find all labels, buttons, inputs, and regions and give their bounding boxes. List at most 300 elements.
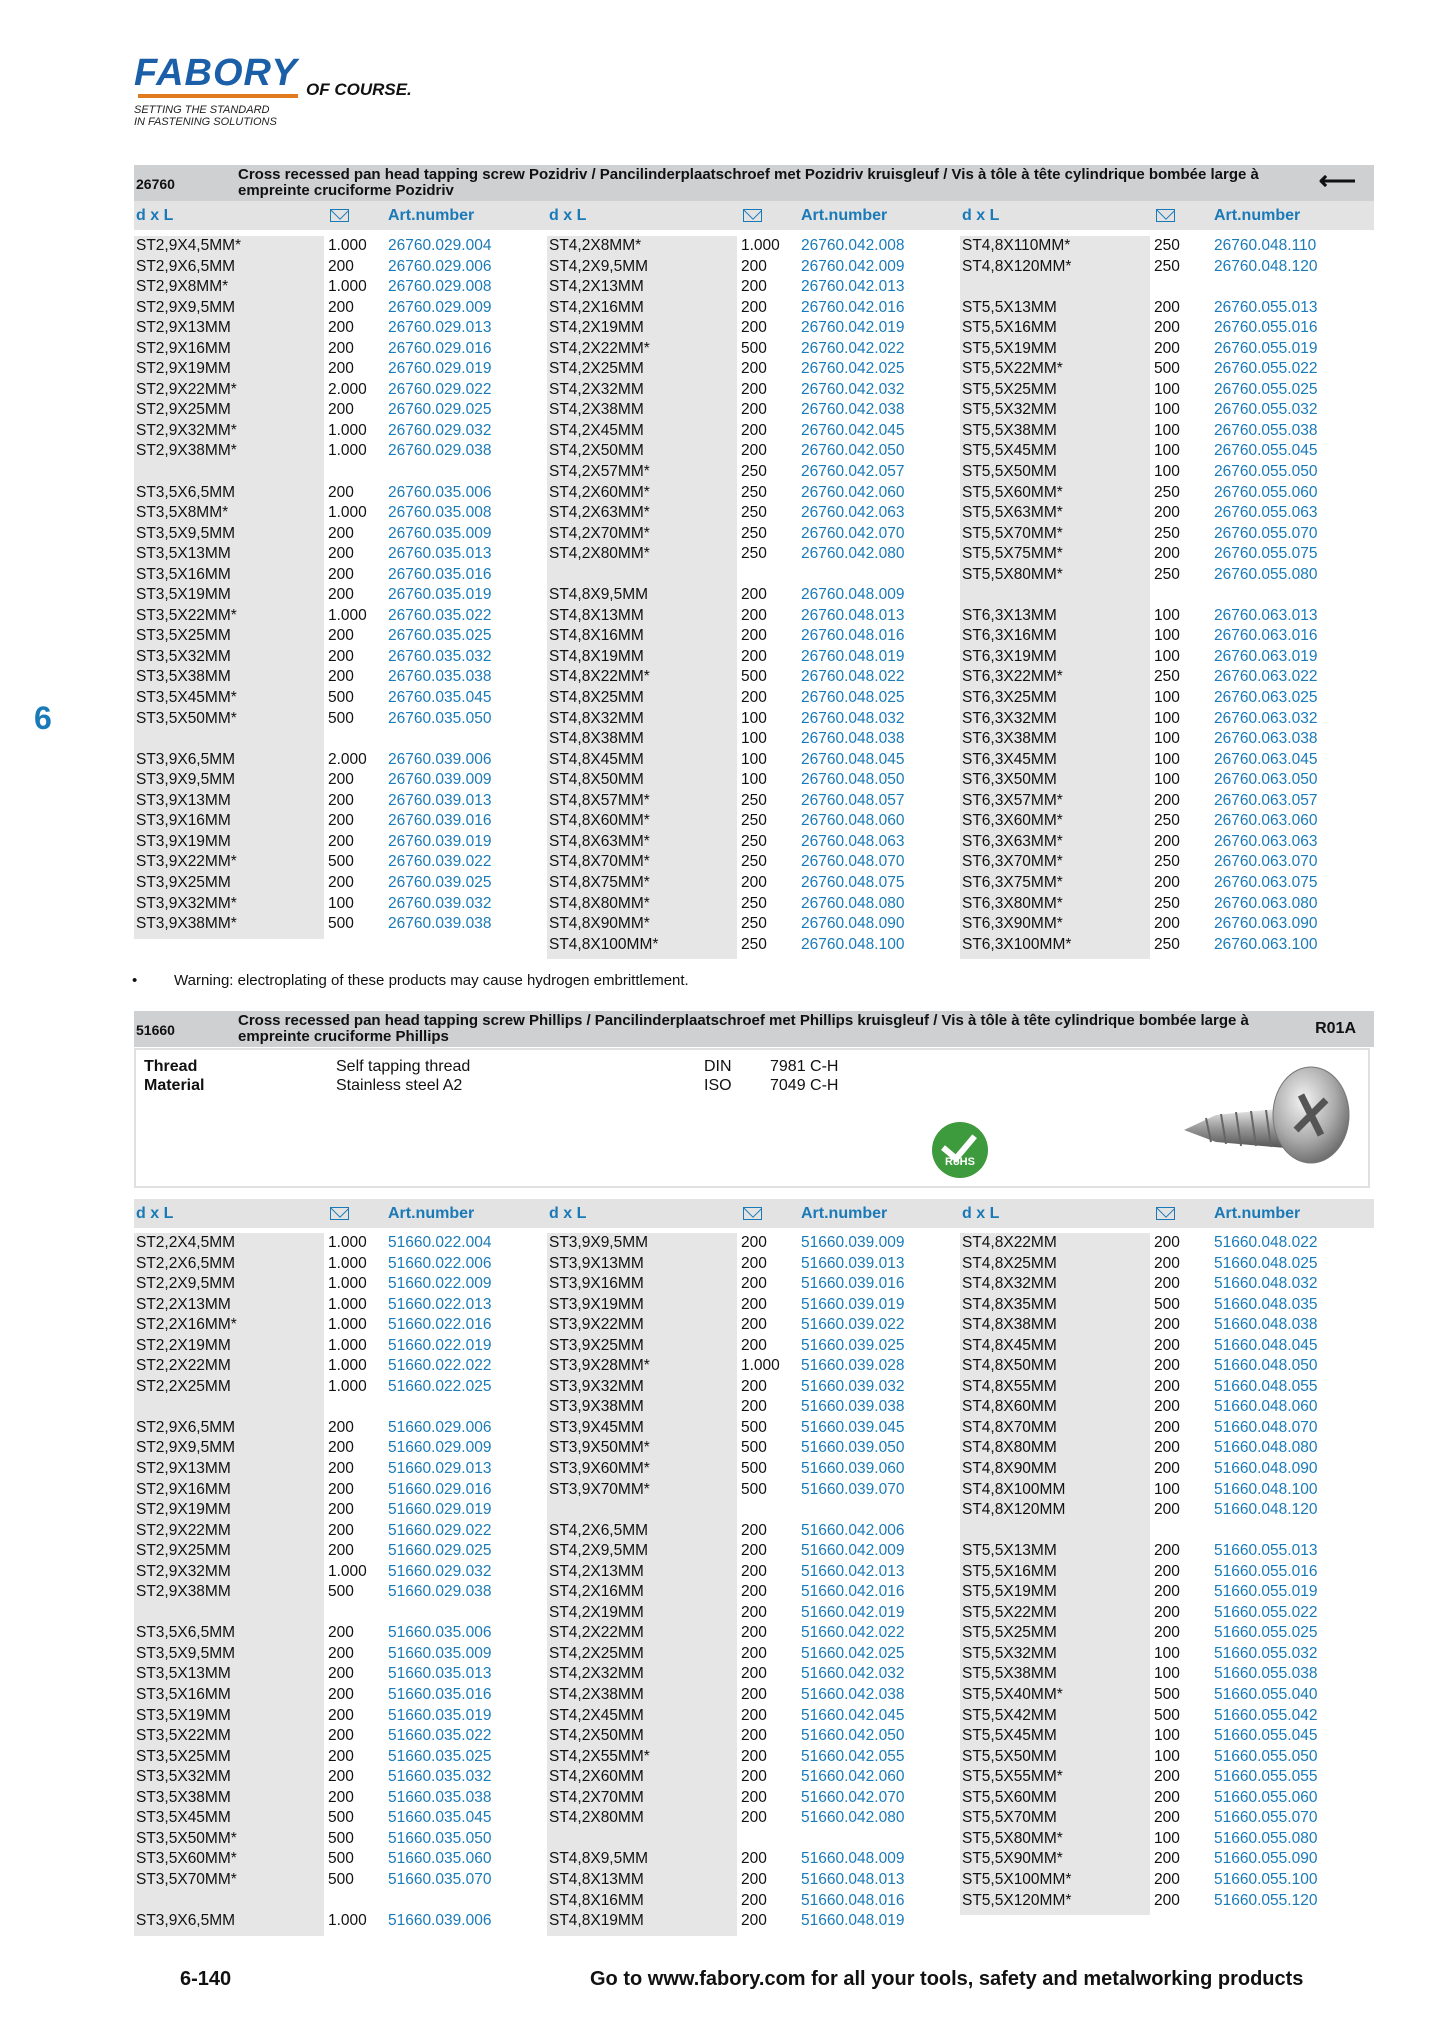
quantity-cell: 200: [741, 1788, 767, 1806]
quantity-cell: 200: [328, 1460, 354, 1478]
quantity-cell: 200: [328, 339, 354, 357]
article-number-link[interactable]: 51660.039.022: [801, 1316, 905, 1334]
article-number-link[interactable]: 26760.035.025: [388, 627, 492, 645]
table-row: [960, 1726, 1360, 1747]
article-number-link[interactable]: 51660.029.016: [388, 1480, 492, 1498]
article-number-link[interactable]: 51660.055.045: [1214, 1727, 1318, 1745]
quantity-cell: 250: [741, 935, 767, 953]
article-number-link[interactable]: 26760.063.100: [1214, 935, 1318, 953]
article-number-link[interactable]: 26760.039.016: [388, 812, 492, 830]
article-number-link[interactable]: 26760.055.019: [1214, 339, 1318, 357]
article-number-link[interactable]: 51660.042.009: [801, 1542, 905, 1560]
article-number-link[interactable]: 26760.042.032: [801, 380, 905, 398]
article-number-link[interactable]: 51660.039.016: [801, 1275, 905, 1293]
tagline-line-2: IN FASTENING SOLUTIONS: [134, 116, 277, 128]
size-cell: ST5,5X19MM: [962, 339, 1057, 357]
article-number-link[interactable]: 26760.055.050: [1214, 463, 1318, 481]
article-number-link[interactable]: 26760.063.080: [1214, 894, 1318, 912]
table-row: [960, 647, 1360, 668]
size-cell: ST3,5X6,5MM: [136, 483, 236, 501]
quantity-cell: 1.000: [328, 1377, 367, 1395]
article-number-link[interactable]: 51660.042.032: [801, 1665, 905, 1683]
article-number-link[interactable]: 51660.022.022: [388, 1357, 492, 1375]
article-number-link[interactable]: 26760.048.050: [801, 771, 905, 789]
size-cell: ST3,9X13MM: [136, 791, 231, 809]
quantity-cell: 200: [1154, 1234, 1180, 1251]
article-number-link[interactable]: 26760.055.075: [1214, 545, 1318, 563]
article-number-link[interactable]: 51660.035.022: [388, 1727, 492, 1745]
article-number-link[interactable]: 51660.048.100: [1214, 1480, 1318, 1498]
article-number-link[interactable]: 26760.063.090: [1214, 915, 1318, 933]
size-cell: ST5,5X19MM: [962, 1583, 1057, 1601]
article-number-link[interactable]: 26760.063.013: [1214, 606, 1318, 624]
quantity-cell: 200: [328, 1706, 354, 1724]
size-cell: ST4,8X100MM: [962, 1480, 1066, 1498]
table-row: [960, 667, 1360, 688]
quantity-cell: 200: [328, 360, 354, 378]
article-number-link[interactable]: 26760.063.022: [1214, 668, 1318, 686]
table-row: [547, 791, 947, 812]
article-number-link[interactable]: 51660.042.060: [801, 1768, 905, 1786]
article-number-link[interactable]: 26760.042.038: [801, 401, 905, 419]
article-number-link[interactable]: 26760.055.060: [1214, 483, 1318, 501]
article-number-link[interactable]: 26760.048.025: [801, 689, 905, 707]
article-number-link[interactable]: 51660.048.050: [1214, 1357, 1318, 1375]
article-number-link[interactable]: 26760.055.038: [1214, 421, 1318, 439]
article-number-link[interactable]: 51660.035.038: [388, 1788, 492, 1806]
article-number-link[interactable]: 26760.055.032: [1214, 401, 1318, 419]
article-number-link[interactable]: 26760.039.022: [388, 853, 492, 871]
size-cell: ST4,2X6,5MM: [549, 1521, 649, 1539]
article-number-link[interactable]: 26760.042.022: [801, 339, 905, 357]
quantity-cell: 100: [741, 709, 767, 727]
article-number-link[interactable]: 51660.042.070: [801, 1788, 905, 1806]
table-row: [134, 1808, 534, 1829]
article-number-link[interactable]: 26760.048.100: [801, 935, 905, 953]
article-number-link[interactable]: 26760.048.057: [801, 791, 905, 809]
article-number-link[interactable]: 26760.048.070: [801, 853, 905, 871]
article-number-link[interactable]: 51660.042.038: [801, 1686, 905, 1704]
table-row: [134, 1788, 534, 1809]
article-number-link[interactable]: 26760.035.006: [388, 483, 492, 501]
article-number-link[interactable]: 51660.055.060: [1214, 1788, 1318, 1806]
size-cell: ST4,8X120MM: [962, 1501, 1066, 1519]
quantity-cell: 200: [1154, 1501, 1180, 1519]
article-number-link[interactable]: 51660.022.006: [388, 1254, 492, 1272]
article-number-link[interactable]: 26760.055.070: [1214, 524, 1318, 542]
article-number-link[interactable]: 51660.048.025: [1214, 1254, 1318, 1272]
article-number-link[interactable]: 26760.055.013: [1214, 298, 1318, 316]
article-number-link[interactable]: 51660.055.013: [1214, 1542, 1318, 1560]
size-cell: ST4,8X110MM*: [962, 237, 1071, 254]
article-number-link[interactable]: 51660.029.022: [388, 1521, 492, 1539]
quantity-cell: 500: [741, 1460, 767, 1478]
article-number-link[interactable]: 26760.048.019: [801, 647, 905, 665]
table-row: [547, 339, 947, 360]
article-number-link[interactable]: 51660.055.070: [1214, 1809, 1318, 1827]
article-number-link[interactable]: 51660.055.090: [1214, 1850, 1318, 1868]
article-number-link[interactable]: 26760.063.060: [1214, 812, 1318, 830]
article-number-link[interactable]: 26760.035.008: [388, 504, 492, 522]
article-number-link[interactable]: 26760.039.038: [388, 915, 492, 933]
article-number-link[interactable]: 51660.055.040: [1214, 1686, 1318, 1704]
article-number-link[interactable]: 26760.063.032: [1214, 709, 1318, 727]
quantity-cell: 100: [1154, 750, 1180, 768]
article-number-link[interactable]: 26760.039.006: [388, 750, 492, 768]
quantity-cell: 200: [1154, 832, 1180, 850]
article-number-link[interactable]: 51660.035.060: [388, 1850, 492, 1868]
article-number-link[interactable]: 51660.048.080: [1214, 1439, 1318, 1457]
article-number-link[interactable]: 26760.063.019: [1214, 647, 1318, 665]
size-cell: ST3,5X38MM: [136, 1788, 231, 1806]
article-number-link[interactable]: 51660.055.032: [1214, 1644, 1318, 1662]
article-number-link[interactable]: 51660.022.016: [388, 1316, 492, 1334]
page-number: 6-140: [180, 1968, 232, 1990]
article-number-link[interactable]: 26760.048.120: [1214, 257, 1318, 275]
article-number-link[interactable]: 26760.048.080: [801, 894, 905, 912]
quantity-cell: 200: [741, 606, 767, 624]
size-cell: ST2,9X13MM: [136, 319, 231, 337]
article-number-link[interactable]: 26760.048.063: [801, 832, 905, 850]
mail-icon: [330, 1207, 349, 1220]
size-cell: ST2,9X19MM: [136, 360, 231, 378]
spacer-row: [134, 1603, 534, 1624]
product-column: [134, 236, 534, 935]
article-number-link[interactable]: 51660.035.045: [388, 1809, 492, 1827]
article-number-link[interactable]: 26760.063.070: [1214, 853, 1318, 871]
article-number-link[interactable]: 51660.048.009: [801, 1850, 905, 1868]
size-cell: ST4,2X16MM: [549, 298, 644, 316]
article-number-link[interactable]: 51660.039.009: [801, 1234, 905, 1251]
article-number-link[interactable]: 26760.029.004: [388, 237, 492, 254]
article-number-link[interactable]: 26760.042.009: [801, 257, 905, 275]
table-row: [134, 1459, 534, 1480]
spacer-row: [547, 1500, 947, 1521]
article-number-link[interactable]: 51660.022.025: [388, 1377, 492, 1395]
article-number-link[interactable]: 26760.029.016: [388, 339, 492, 357]
table-row: [134, 647, 534, 668]
article-number-link[interactable]: 26760.029.038: [388, 442, 492, 460]
article-number-link[interactable]: 26760.039.013: [388, 791, 492, 809]
article-number-link[interactable]: 51660.035.016: [388, 1686, 492, 1704]
article-number-link[interactable]: 51660.029.013: [388, 1460, 492, 1478]
article-number-link[interactable]: 51660.022.004: [388, 1234, 492, 1251]
article-number-link[interactable]: 26760.042.057: [801, 463, 905, 481]
size-cell: ST4,8X100MM*: [549, 935, 659, 953]
article-number-link[interactable]: 26760.042.013: [801, 278, 905, 296]
size-cell: ST5,5X22MM: [962, 1603, 1057, 1621]
article-number-link[interactable]: 51660.035.013: [388, 1665, 492, 1683]
article-number-link[interactable]: 51660.029.009: [388, 1439, 492, 1457]
article-number-link[interactable]: 26760.042.016: [801, 298, 905, 316]
article-number-link[interactable]: 51660.055.050: [1214, 1747, 1318, 1765]
header-dxl: d x L: [962, 207, 1000, 224]
article-number-link[interactable]: 51660.055.022: [1214, 1603, 1318, 1621]
article-number-link[interactable]: 51660.048.022: [1214, 1234, 1318, 1251]
article-number-link[interactable]: 51660.035.019: [388, 1706, 492, 1724]
article-number-link[interactable]: 51660.035.070: [388, 1870, 492, 1888]
table-row: [960, 688, 1360, 709]
tagline-line-1: SETTING THE STANDARD: [134, 104, 270, 116]
article-number-link[interactable]: 51660.042.055: [801, 1747, 905, 1765]
article-number-link[interactable]: 51660.035.032: [388, 1768, 492, 1786]
quantity-cell: 250: [741, 524, 767, 542]
quantity-cell: 200: [741, 1316, 767, 1334]
size-cell: ST3,9X32MM*: [136, 894, 237, 912]
table-row: [134, 1829, 534, 1850]
table-row: [547, 1582, 947, 1603]
article-number-link[interactable]: 26760.035.009: [388, 524, 492, 542]
article-number-link[interactable]: 51660.055.016: [1214, 1562, 1318, 1580]
article-number-link[interactable]: 26760.063.063: [1214, 832, 1318, 850]
article-number-link[interactable]: 51660.022.009: [388, 1275, 492, 1293]
article-number-link[interactable]: 51660.055.038: [1214, 1665, 1318, 1683]
article-number-link[interactable]: 51660.055.055: [1214, 1768, 1318, 1786]
article-number-link[interactable]: 26760.048.013: [801, 606, 905, 624]
quantity-cell: 200: [741, 1336, 767, 1354]
article-number-link[interactable]: 26760.055.016: [1214, 319, 1318, 337]
article-number-link[interactable]: 26760.063.016: [1214, 627, 1318, 645]
size-cell: ST4,8X19MM: [549, 1912, 644, 1930]
article-number-link[interactable]: 51660.039.070: [801, 1480, 905, 1498]
article-number-link[interactable]: 26760.029.008: [388, 278, 492, 296]
article-number-link[interactable]: 26760.063.045: [1214, 750, 1318, 768]
article-number-link[interactable]: 26760.029.019: [388, 360, 492, 378]
article-number-link[interactable]: 51660.042.025: [801, 1644, 905, 1662]
article-number-link[interactable]: 51660.055.019: [1214, 1583, 1318, 1601]
quantity-cell: 200: [328, 586, 354, 604]
article-number-link[interactable]: 51660.048.120: [1214, 1501, 1318, 1519]
article-number-link[interactable]: 51660.039.006: [388, 1912, 492, 1930]
table-row: [960, 729, 1360, 750]
article-number-link[interactable]: 51660.039.032: [801, 1377, 905, 1395]
article-number-link[interactable]: 26760.039.009: [388, 771, 492, 789]
article-number-link[interactable]: 26760.029.022: [388, 380, 492, 398]
size-cell: ST4,8X90MM: [962, 1460, 1057, 1478]
article-number-link[interactable]: 26760.048.032: [801, 709, 905, 727]
table-row: [547, 873, 947, 894]
article-number-link[interactable]: 51660.048.038: [1214, 1316, 1318, 1334]
table-row: [960, 503, 1360, 524]
quantity-cell: 1.000: [741, 237, 780, 254]
article-number-link[interactable]: 26760.042.050: [801, 442, 905, 460]
table-row: [960, 1500, 1360, 1521]
article-number-link[interactable]: 26760.042.070: [801, 524, 905, 542]
table-row: [960, 1664, 1360, 1685]
article-number-link[interactable]: 26760.039.032: [388, 894, 492, 912]
article-number-link[interactable]: 51660.042.016: [801, 1583, 905, 1601]
article-number-link[interactable]: 26760.048.060: [801, 812, 905, 830]
article-number-link[interactable]: 51660.055.100: [1214, 1870, 1318, 1888]
article-number-link[interactable]: 26760.048.045: [801, 750, 905, 768]
table-row: [547, 667, 947, 688]
article-number-link[interactable]: 26760.035.038: [388, 668, 492, 686]
article-number-link[interactable]: 51660.048.035: [1214, 1295, 1318, 1313]
article-number-link[interactable]: 26760.042.080: [801, 545, 905, 563]
article-number-link[interactable]: 51660.048.016: [801, 1891, 905, 1909]
quantity-cell: 200: [741, 1377, 767, 1395]
table-row: [134, 1685, 534, 1706]
article-number-link[interactable]: 26760.029.009: [388, 298, 492, 316]
size-cell: ST4,8X38MM: [962, 1316, 1057, 1334]
article-number-link[interactable]: 26760.055.080: [1214, 565, 1318, 583]
article-number-link[interactable]: 26760.042.025: [801, 360, 905, 378]
article-number-link[interactable]: 51660.042.019: [801, 1603, 905, 1621]
article-number-link[interactable]: 51660.035.009: [388, 1644, 492, 1662]
quantity-cell: 200: [741, 1542, 767, 1560]
article-number-link[interactable]: 51660.042.006: [801, 1521, 905, 1539]
article-number-link[interactable]: 51660.048.060: [1214, 1398, 1318, 1416]
article-number-link[interactable]: 26760.055.063: [1214, 504, 1318, 522]
article-number-link[interactable]: 51660.048.032: [1214, 1275, 1318, 1293]
article-number-link[interactable]: 26760.063.050: [1214, 771, 1318, 789]
article-number-link[interactable]: 51660.039.050: [801, 1439, 905, 1457]
article-number-link[interactable]: 26760.035.013: [388, 545, 492, 563]
article-number-link[interactable]: 26760.048.090: [801, 915, 905, 933]
article-number-link[interactable]: 26760.042.045: [801, 421, 905, 439]
article-number-link[interactable]: 51660.039.028: [801, 1357, 905, 1375]
article-number-link[interactable]: 26760.035.019: [388, 586, 492, 604]
quantity-cell: 200: [1154, 1275, 1180, 1293]
table-row: [547, 1664, 947, 1685]
size-cell: ST4,2X80MM*: [549, 545, 650, 563]
article-number-link[interactable]: 26760.035.045: [388, 689, 492, 707]
article-number-link[interactable]: 51660.039.038: [801, 1398, 905, 1416]
table-row: [547, 1459, 947, 1480]
article-number-link[interactable]: 51660.029.038: [388, 1583, 492, 1601]
size-cell: ST3,5X60MM*: [136, 1850, 237, 1868]
article-number-link[interactable]: 51660.035.050: [388, 1829, 492, 1847]
article-number-link[interactable]: 51660.055.080: [1214, 1829, 1318, 1847]
article-number-link[interactable]: 51660.055.025: [1214, 1624, 1318, 1642]
article-number-link[interactable]: 26760.048.110: [1214, 237, 1317, 254]
table-row: [960, 1603, 1360, 1624]
article-number-link[interactable]: 51660.048.019: [801, 1912, 905, 1930]
article-number-link[interactable]: 26760.048.038: [801, 730, 905, 748]
article-number-link[interactable]: 26760.063.025: [1214, 689, 1318, 707]
article-number-link[interactable]: 51660.048.055: [1214, 1377, 1318, 1395]
article-number-link[interactable]: 26760.029.013: [388, 319, 492, 337]
header-art-number: Art.number: [388, 207, 475, 224]
article-number-link[interactable]: 26760.029.032: [388, 421, 492, 439]
article-number-link[interactable]: 26760.048.022: [801, 668, 905, 686]
size-cell: ST5,5X63MM*: [962, 504, 1063, 522]
quantity-cell: 1.000: [328, 278, 367, 296]
article-number-link[interactable]: 26760.048.009: [801, 586, 905, 604]
article-number-link[interactable]: 51660.042.050: [801, 1727, 905, 1745]
article-number-link[interactable]: 26760.042.008: [801, 237, 905, 254]
spacer-row: [960, 585, 1360, 606]
article-number-link[interactable]: 26760.063.075: [1214, 873, 1318, 891]
article-number-link[interactable]: 51660.029.006: [388, 1418, 492, 1436]
article-number-link[interactable]: 26760.035.016: [388, 565, 492, 583]
article-number-link[interactable]: 51660.039.060: [801, 1460, 905, 1478]
quantity-cell: 1.000: [328, 1275, 367, 1293]
article-number-link[interactable]: 51660.048.045: [1214, 1336, 1318, 1354]
table-row: [134, 1480, 534, 1501]
quantity-cell: 250: [741, 812, 767, 830]
article-number-link[interactable]: 26760.035.022: [388, 606, 492, 624]
back-arrow-icon[interactable]: ⟵: [1318, 165, 1356, 195]
article-number-link[interactable]: 51660.022.013: [388, 1295, 492, 1313]
size-cell: ST4,2X45MM: [549, 1706, 644, 1724]
article-number-link[interactable]: 51660.029.019: [388, 1501, 492, 1519]
article-number-link[interactable]: 51660.042.022: [801, 1624, 905, 1642]
quantity-cell: 200: [1154, 1891, 1180, 1909]
article-number-link[interactable]: 26760.035.032: [388, 647, 492, 665]
article-number-link[interactable]: 26760.042.019: [801, 319, 905, 337]
article-number-link[interactable]: 51660.042.013: [801, 1562, 905, 1580]
quantity-cell: 100: [1154, 421, 1180, 439]
article-number-link[interactable]: 51660.055.120: [1214, 1891, 1318, 1909]
article-number-link[interactable]: 51660.022.019: [388, 1336, 492, 1354]
article-number-link[interactable]: 26760.035.050: [388, 709, 492, 727]
quantity-cell: 200: [1154, 1624, 1180, 1642]
quantity-cell: 200: [1154, 1768, 1180, 1786]
article-number-link[interactable]: 51660.048.013: [801, 1870, 905, 1888]
size-cell: ST4,8X60MM*: [549, 812, 650, 830]
size-cell: ST4,2X13MM: [549, 1562, 644, 1580]
article-number-link[interactable]: 26760.055.045: [1214, 442, 1318, 460]
article-number-link[interactable]: 26760.029.006: [388, 257, 492, 275]
article-number-link[interactable]: 26760.048.075: [801, 873, 905, 891]
size-cell: ST3,5X70MM*: [136, 1870, 237, 1888]
iso-value: 7049 C-H: [770, 1077, 839, 1094]
quantity-cell: 200: [328, 812, 354, 830]
quantity-cell: 200: [741, 1870, 767, 1888]
article-number-link[interactable]: 26760.039.019: [388, 832, 492, 850]
article-number-link[interactable]: 51660.048.090: [1214, 1460, 1318, 1478]
size-cell: ST4,8X9,5MM: [549, 586, 649, 604]
quantity-cell: 500: [328, 1583, 354, 1601]
article-number-link[interactable]: 51660.039.013: [801, 1254, 905, 1272]
quantity-cell: 200: [741, 1603, 767, 1621]
material-label: Material: [144, 1077, 205, 1094]
article-number-link[interactable]: 51660.042.045: [801, 1706, 905, 1724]
article-number-link[interactable]: 26760.042.063: [801, 504, 905, 522]
quantity-cell: 200: [328, 791, 354, 809]
table-row: [960, 462, 1360, 483]
article-number-link[interactable]: 51660.029.032: [388, 1562, 492, 1580]
article-number-link[interactable]: 26760.042.060: [801, 483, 905, 501]
table-row: [547, 503, 947, 524]
article-number-link[interactable]: 51660.042.080: [801, 1809, 905, 1827]
quantity-cell: 250: [741, 504, 767, 522]
article-number-link[interactable]: 51660.035.006: [388, 1624, 492, 1642]
article-number-link[interactable]: 26760.063.038: [1214, 730, 1318, 748]
article-number-link[interactable]: 51660.055.042: [1214, 1706, 1318, 1724]
article-number-link[interactable]: 51660.029.025: [388, 1542, 492, 1560]
article-number-link[interactable]: 26760.055.025: [1214, 380, 1318, 398]
article-number-link[interactable]: 51660.035.025: [388, 1747, 492, 1765]
article-number-link[interactable]: 26760.048.016: [801, 627, 905, 645]
article-number-link[interactable]: 51660.048.070: [1214, 1418, 1318, 1436]
article-number-link[interactable]: 26760.029.025: [388, 401, 492, 419]
article-number-link[interactable]: 51660.039.025: [801, 1336, 905, 1354]
article-number-link[interactable]: 26760.063.057: [1214, 791, 1318, 809]
quantity-cell: 100: [1154, 1644, 1180, 1662]
article-number-link[interactable]: 26760.039.025: [388, 873, 492, 891]
article-number-link[interactable]: 51660.039.045: [801, 1418, 905, 1436]
size-cell: ST2,9X22MM*: [136, 380, 237, 398]
article-number-link[interactable]: 51660.039.019: [801, 1295, 905, 1313]
din-value: 7981 C-H: [770, 1058, 839, 1075]
size-cell: ST6,3X80MM*: [962, 894, 1063, 912]
size-cell: ST4,8X70MM: [962, 1418, 1057, 1436]
quantity-cell: 200: [1154, 1809, 1180, 1827]
header-art-number: Art.number: [801, 207, 888, 224]
article-number-link[interactable]: 26760.055.022: [1214, 360, 1318, 378]
